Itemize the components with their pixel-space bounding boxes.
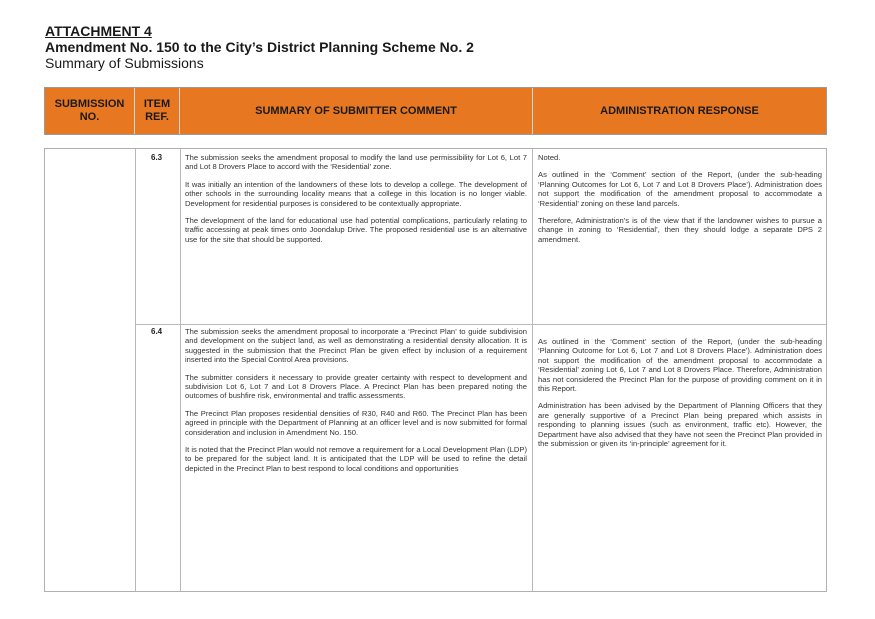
row-divider <box>135 324 826 325</box>
item-ref: 6.3 <box>151 153 163 162</box>
comment-paragraph: The submitter considers it necessary to provide greater certainty with respect to development and subdivision Lot 6, Lot 7 and Lot 8 Drovers Place. A Precinct Plan has been prepared noting the outcomes of bushfire risk, environmental and traffic assessments. <box>185 372 527 401</box>
administration-response <box>538 337 822 456</box>
column-divider <box>135 149 136 591</box>
comment-paragraph: It was initially an intention of the landowners of these lots to develop a college. The development of other schools in the surrounding locality means that a college in this location is no longer viable. Development for residential purposes is considered to be contextually appropriate. <box>185 179 527 208</box>
response-paragraph: As outlined in the ‘Comment’ section of the Report, (under the sub-heading ‘Planning Outcomes for Lot 6, Lot 7 and Lot 8 Drovers Place’). Administration does not support the modification of the amendment proposal to accommodate a ‘Residential’ zoning on these land parcels. <box>538 170 822 208</box>
amendment-title: Amendment No. 150 to the City’s District Planning Scheme No. 2 <box>45 39 474 55</box>
comment-paragraph: The development of the land for educational use had potential complications, particularly relating to traffic accessing at peak times onto Joondalup Drive. The proposed residential use is an alternative use for the site that should be supported. <box>185 216 527 244</box>
column-divider <box>532 149 533 591</box>
table-header <box>44 87 827 135</box>
summary-subtitle: Summary of Submissions <box>45 55 204 71</box>
submissions-table <box>44 148 827 592</box>
item-ref: 6.4 <box>151 327 163 336</box>
attachment-title: ATTACHMENT 4 <box>45 23 152 39</box>
header-admin-response: ADMINISTRATION RESPONSE <box>533 88 826 134</box>
header-summary-comment: SUMMARY OF SUBMITTER COMMENT <box>180 88 533 134</box>
response-paragraph: Noted. <box>538 153 561 162</box>
comment-paragraph: The submission seeks the amendment proposal to incorporate a ‘Precinct Plan’ to guide subdivision and development on the subject land, as well as demonstrating a residential density allocation. It is suggested in the submission that the Precinct Plan be given effect by inclusion of a requirement inserted into the Special Control Area provisions. <box>185 327 527 365</box>
submitter-comment <box>185 327 527 481</box>
document-heading <box>45 23 474 72</box>
response-paragraph: Administration has been advised by the Department of Planning Officers that they are generally supportive of a Precinct Plan being prepared which assists in responding to planning issues (such as environment, traffic etc). However, the Department have also advised that they have not seen the Precinct Plan provided in the submission or given its ‘in-principle’ agreement for it. <box>538 401 822 449</box>
header-submission-no: SUBMISSION NO. <box>45 88 135 134</box>
comment-paragraph: The submission seeks the amendment proposal to modify the land use permissibility for Lot 6, Lot 7 and Lot 8 Drovers Place to accord with the ‘Residential’ zone. <box>185 153 527 172</box>
comment-paragraph: The Precinct Plan proposes residential densities of R30, R40 and R60. The Precinct Plan has been agreed in principle with the Department of Planning at an officer level and is now submitted for formal consideration and inclusion in Amendment No. 150. <box>185 408 527 437</box>
header-item-ref: ITEM REF. <box>135 88 180 134</box>
comment-paragraph: It is noted that the Precinct Plan would not remove a requirement for a Local Development Plan (LDP) to be prepared for the subject land. It is anticipated that the LDP will be used to refine the detail depicted in the Precinct Plan to best respond to local conditions and opportunities <box>185 445 527 473</box>
submitter-comment <box>185 153 527 252</box>
response-paragraph: Therefore, Administration’s is of the view that if the landowner wishes to pursue a change in zoning to ‘Residential’, then they should lodge a separate DPS 2 amendment. <box>538 216 822 244</box>
column-divider <box>180 149 181 591</box>
response-paragraph: As outlined in the ‘Comment’ section of the Report, (under the sub-heading ‘Planning Outcome for Lot 6, Lot 7 and Lot 8 Drovers Place’). Administration does not support the modification of the amendment proposal to accommodate a ‘Residential’ zoning Lot 6, Lot 7 and Lot 8 Drovers Place. Therefore, Administration has not considered the Precinct Plan for the purpose of providing comment on it in this Report. <box>538 337 822 394</box>
administration-response <box>538 153 822 252</box>
